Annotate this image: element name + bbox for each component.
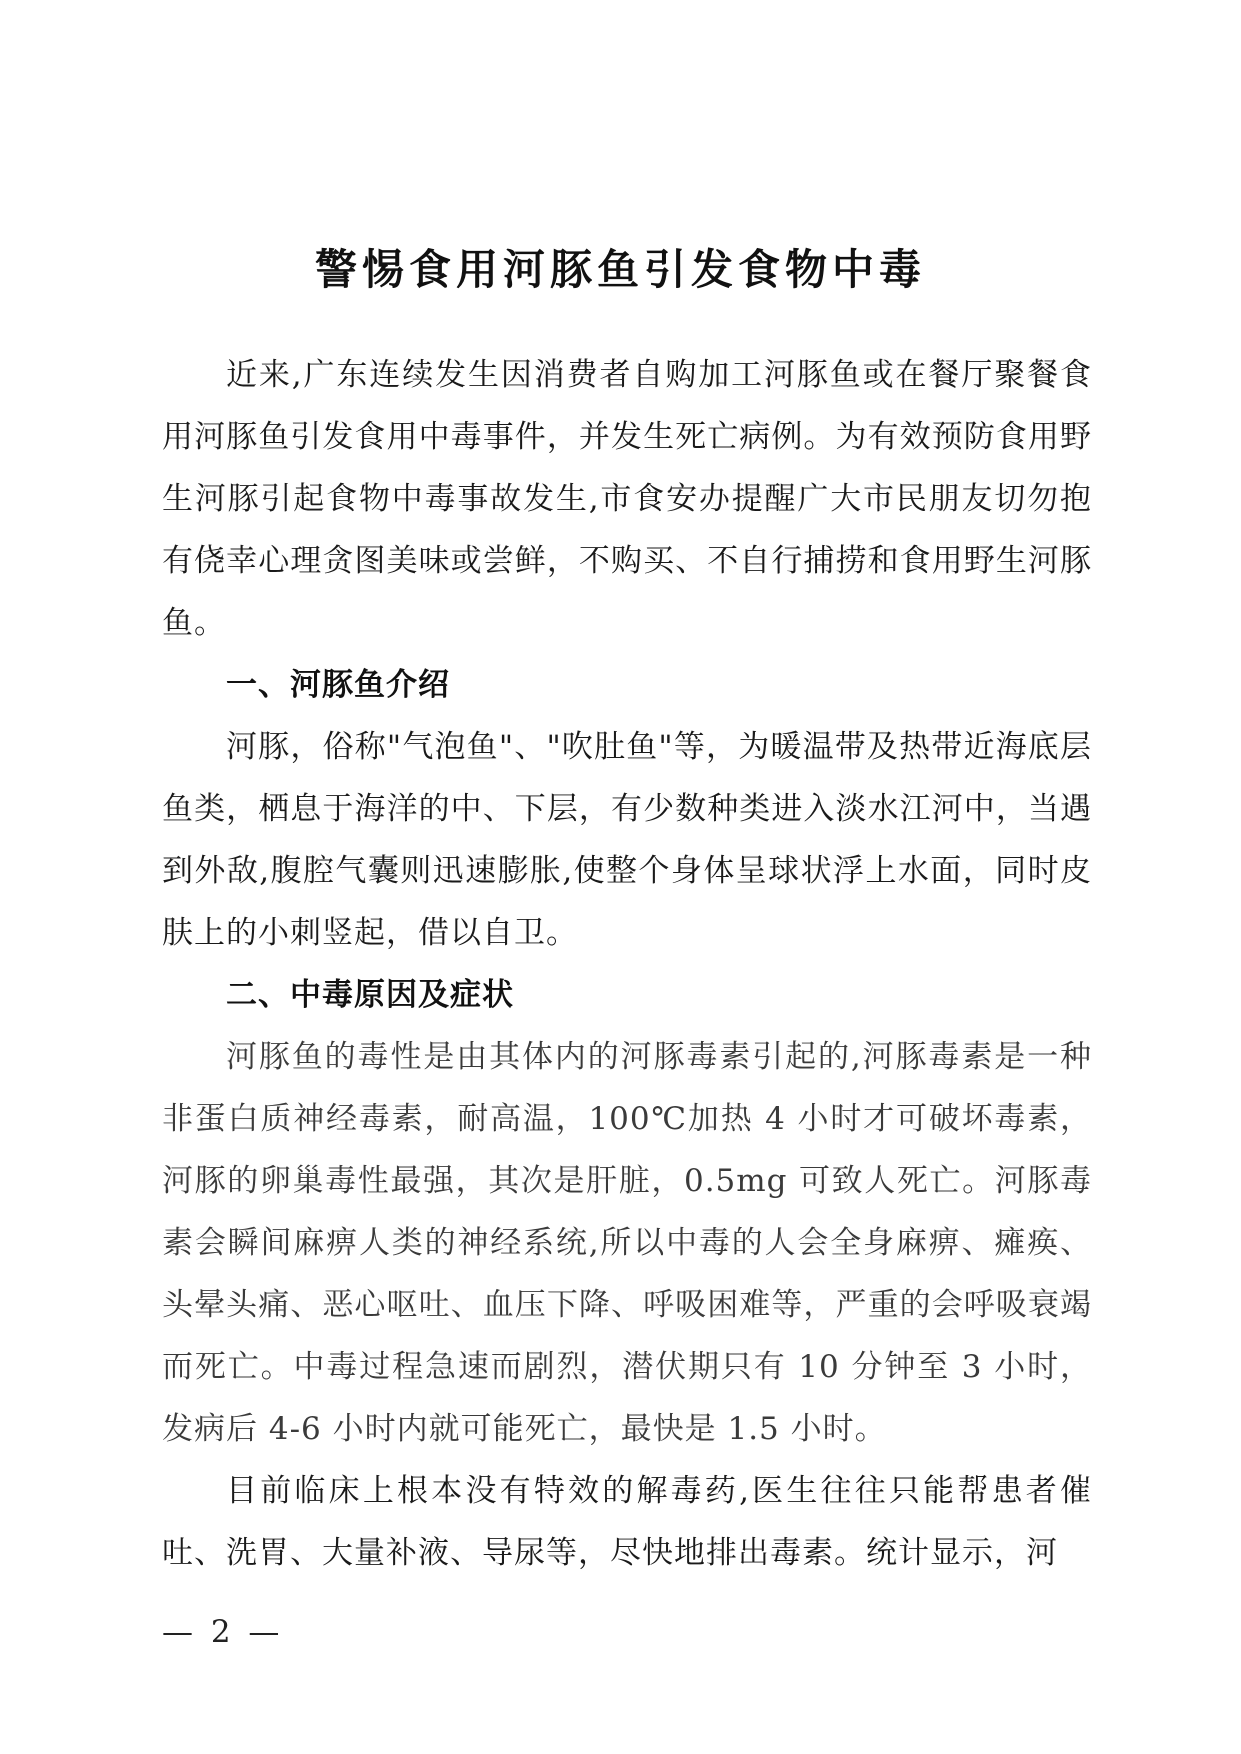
section-heading-pufferfish-intro: 一、河豚鱼介绍	[226, 667, 450, 703]
page-title: 警惕食用河豚鱼引发食物中毒	[314, 245, 926, 295]
treatment-paragraph: 目前临床上根本没有特效的解毒药,医生往往只能帮患者催吐、洗胃、大量补液、导尿等，尽快地排出毒素。统计显示，河	[162, 1473, 1092, 1571]
pufferfish-intro-paragraph: 河豚，俗称"气泡鱼"、"吹肚鱼"等，为暖温带及热带近海底层鱼类，栖息于海洋的中、下层，有少数种类进入淡水江河中，当遇到外敌,腹腔气囊则迅速膨胀,使整个身体呈球状浮上水面，同时皮肤上的小刺竖起，借以自卫。	[162, 729, 1092, 951]
document-body	[162, 344, 1092, 1584]
poisoning-causes-paragraph: 河豚鱼的毒性是由其体内的河豚毒素引起的,河豚毒素是一种非蛋白质神经毒素，耐高温，100℃加热 4 小时才可破坏毒素，河豚的卵巢毒性最强，其次是肝脏，0.5mg 可致人死亡。河豚毒素会瞬间麻痹人类的神经系统,所以中毒的人会全身麻痹、瘫痪、头晕头痛、恶心呕吐、血压下降、呼吸困难等，严重的会呼吸衰竭而死亡。中毒过程急速而剧烈，潜伏期只有 10 分钟至 3 小时，发病后 4-6 小时内就可能死亡，最快是 1.5 小时。	[162, 1039, 1092, 1447]
intro-paragraph: 近来,广东连续发生因消费者自购加工河豚鱼或在餐厅聚餐食用河豚鱼引发食用中毒事件，并发生死亡病例。为有效预防食用野生河豚引起食物中毒事故发生,市食安办提醒广大市民朋友切勿抱有侥幸心理贪图美味或尝鲜，不购买、不自行捕捞和食用野生河豚鱼。	[162, 357, 1092, 641]
page-number: — 2 —	[162, 1614, 284, 1650]
section-heading-poisoning-causes: 二、中毒原因及症状	[226, 977, 514, 1013]
